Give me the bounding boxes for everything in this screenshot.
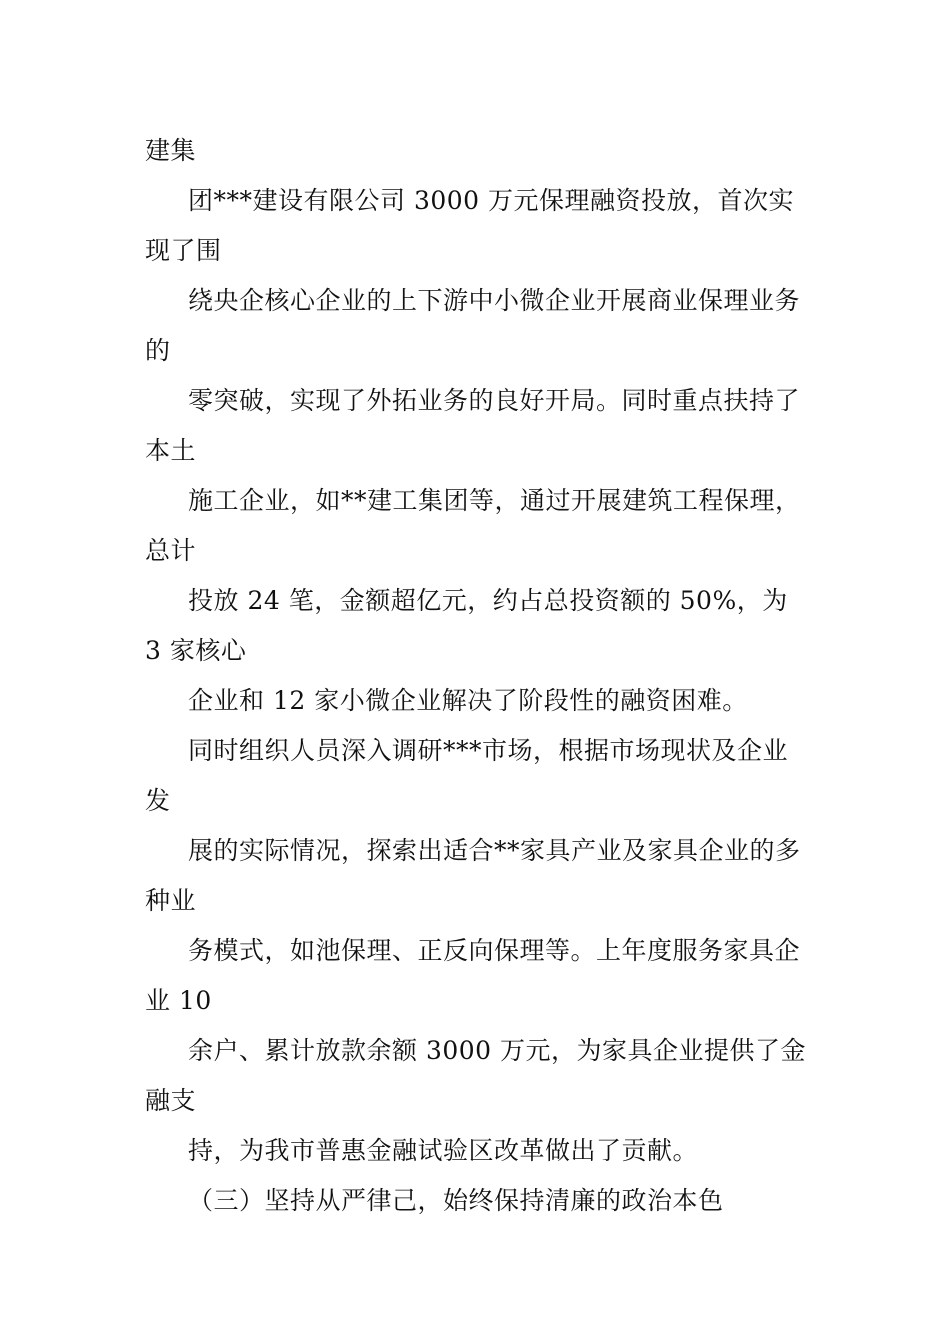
section-heading: （三）坚持从严律己，始终保持清廉的政治本色 xyxy=(188,1186,724,1215)
text-line: 业 10 xyxy=(145,986,212,1015)
text-line: 本土 xyxy=(145,436,197,465)
text-line: 零突破，实现了外拓业务的良好开局。同时重点扶持了 xyxy=(188,386,801,415)
text-line: 持，为我市普惠金融试验区改革做出了贡献。 xyxy=(188,1136,699,1165)
text-line: 3 家核心 xyxy=(145,636,247,665)
text-line: 绕央企核心企业的上下游中小微企业开展商业保理业务 xyxy=(188,286,801,315)
text-line: 的 xyxy=(145,336,171,365)
text-line: 总计 xyxy=(145,536,197,565)
text-line: 融支 xyxy=(145,1086,197,1115)
text-line: 投放 24 笔，金额超亿元，约占总投资额的 50%，为 xyxy=(188,586,788,615)
text-line: 同时组织人员深入调研***市场，根据市场现状及企业 xyxy=(188,736,789,765)
text-line: 建集 xyxy=(145,136,197,165)
text-line: 现了围 xyxy=(145,236,222,265)
text-line: 余户、累计放款余额 3000 万元，为家具企业提供了金 xyxy=(188,1036,807,1065)
text-line: 种业 xyxy=(145,886,197,915)
text-line: 务模式，如池保理、正反向保理等。上年度服务家具企 xyxy=(188,936,801,965)
text-line: 团***建设有限公司 3000 万元保理融资投放，首次实 xyxy=(188,186,795,215)
text-line: 施工企业，如**建工集团等，通过开展建筑工程保理， xyxy=(188,486,801,515)
text-line: 企业和 12 家小微企业解决了阶段性的融资困难。 xyxy=(188,686,748,715)
text-line: 展的实际情况，探索出适合**家具产业及家具企业的多 xyxy=(188,836,801,865)
text-line: 发 xyxy=(145,786,171,815)
